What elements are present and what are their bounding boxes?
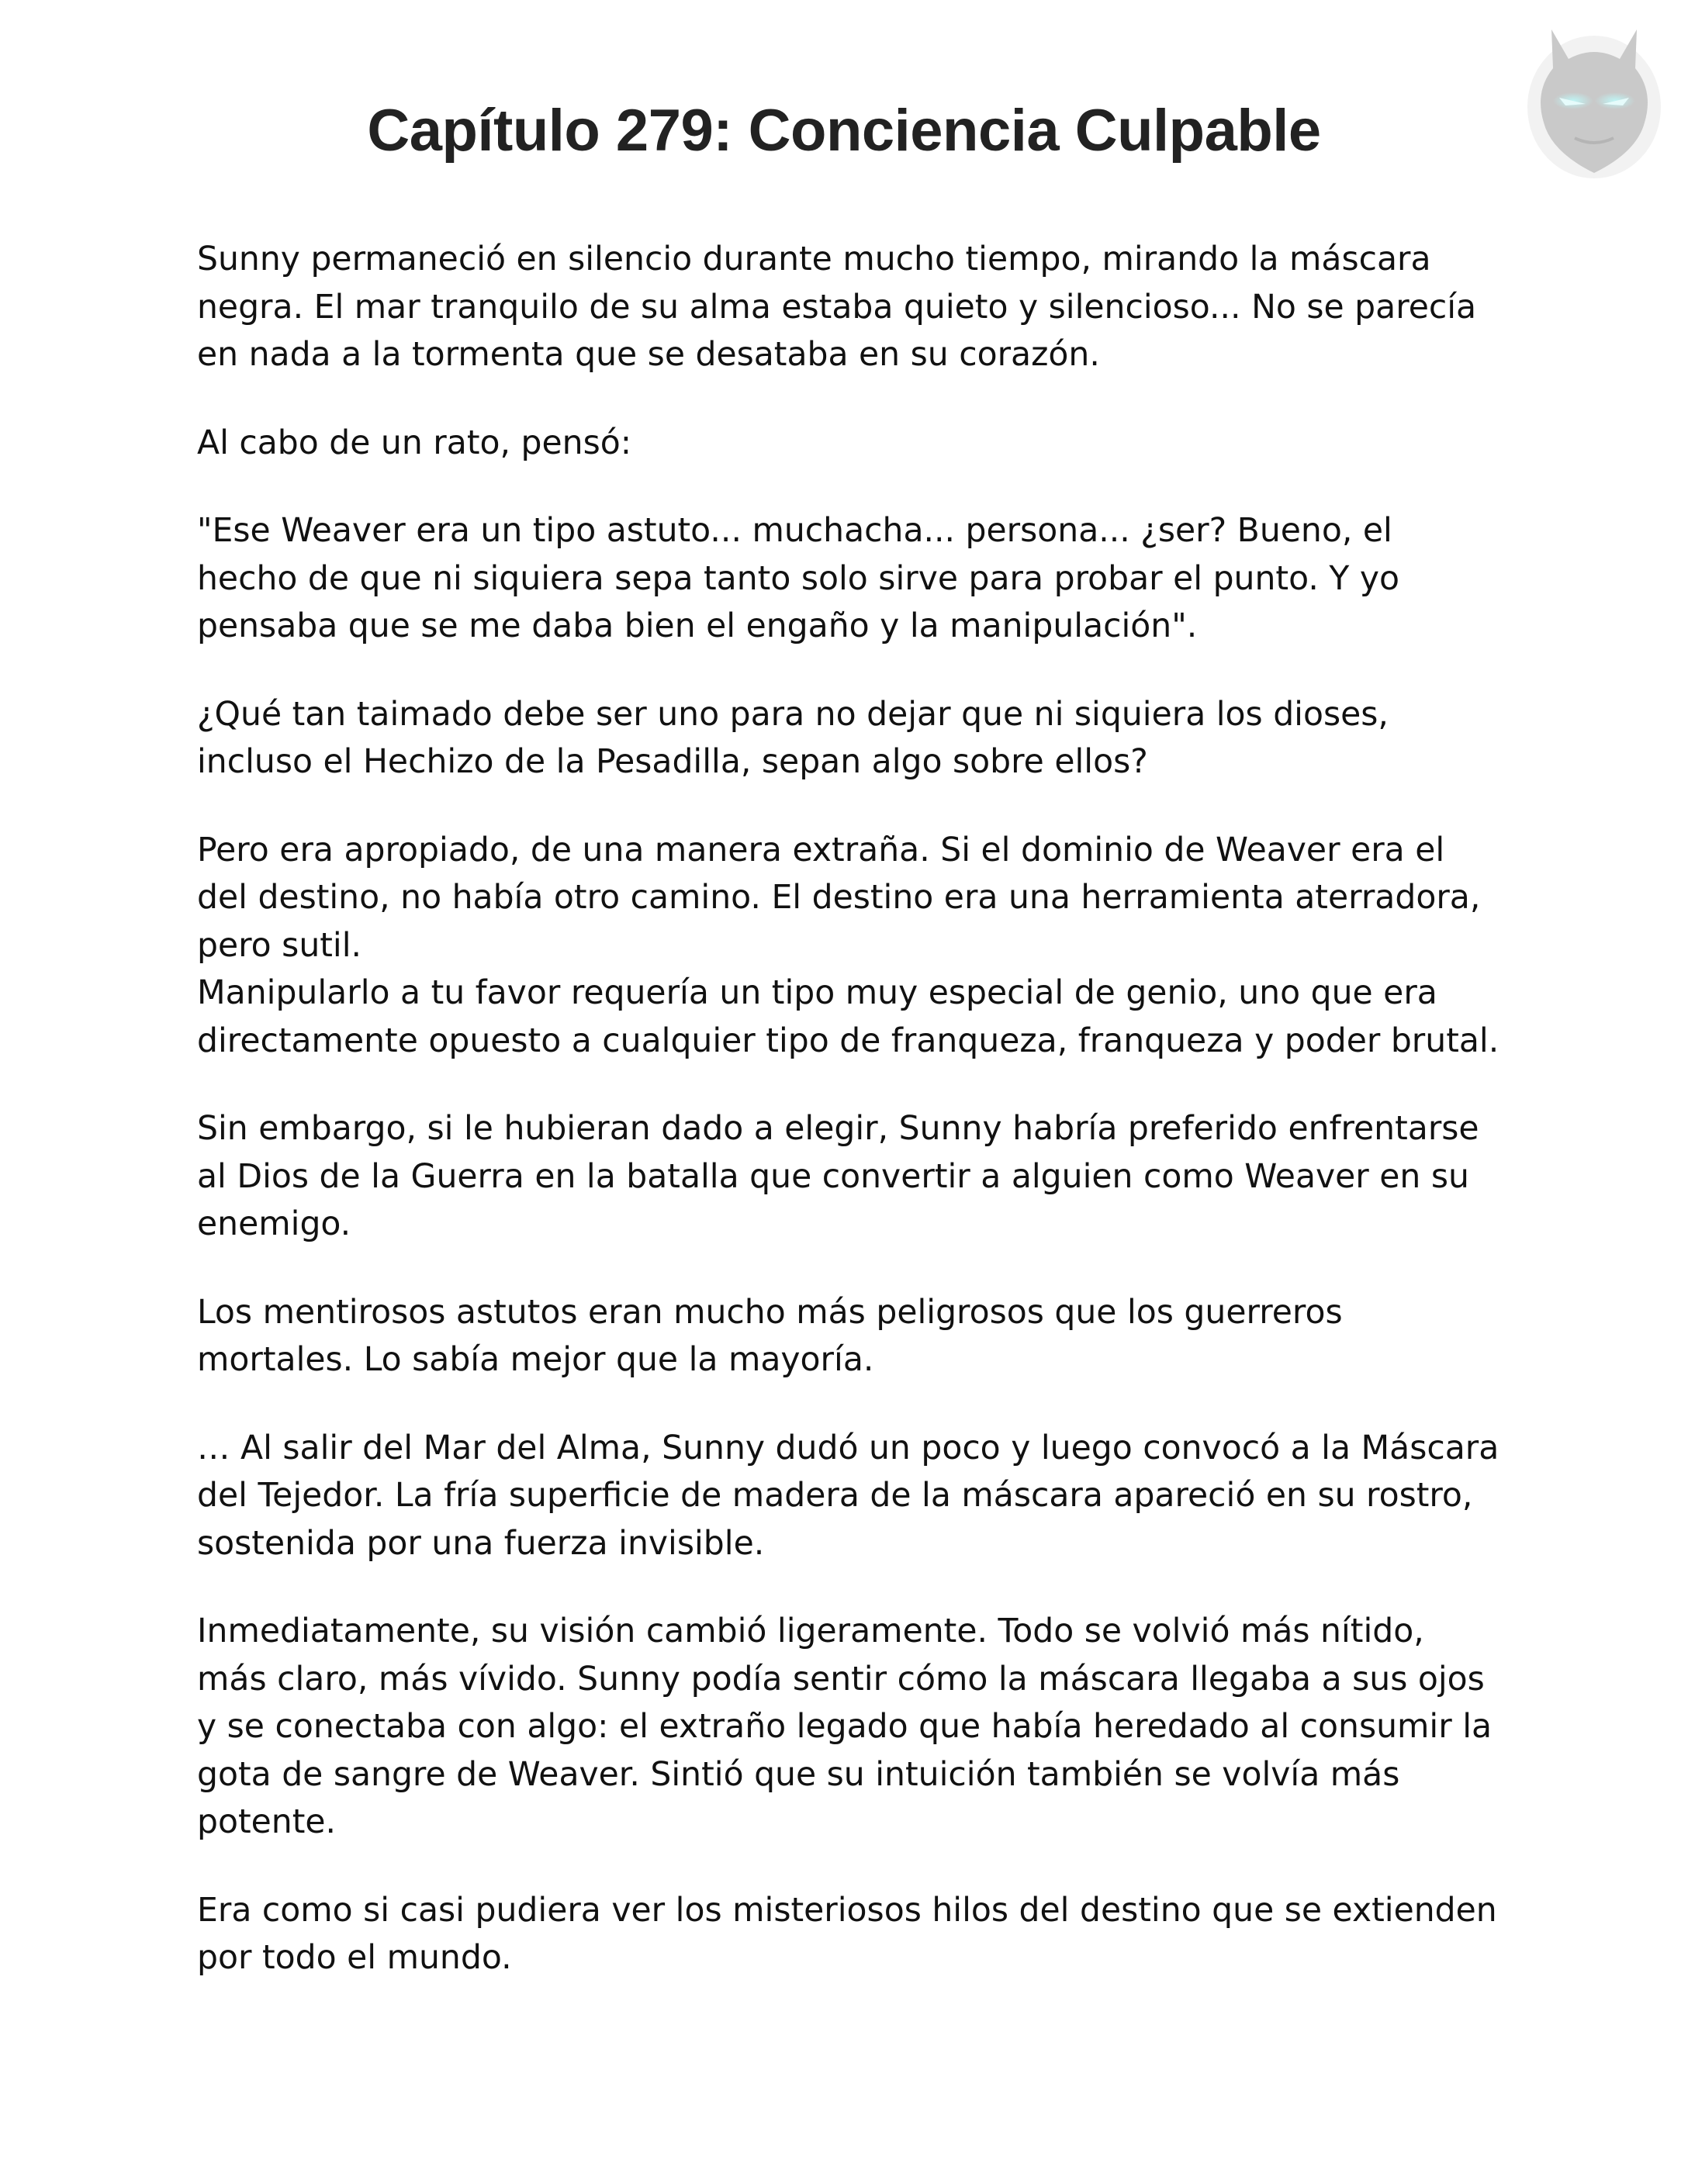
paragraph: Los mentirosos astutos eran mucho más peligrosos que los guerreros mortales. Lo sabía mejor que la mayoría. xyxy=(197,1293,1343,1379)
paragraph: ¿Qué tan taimado debe ser uno para no dejar que ni siquiera los dioses, incluso el Hechizo de la Pesadilla, sepan algo sobre ellos? xyxy=(197,695,1389,781)
chapter-body xyxy=(197,236,1500,2023)
paragraph: Inmediatamente, su visión cambió ligeramente. Todo se volvió más nítido, más claro, más vívido. Sunny podía sentir cómo la máscara llegaba a sus ojos y se conectaba con algo: el extraño legado que había heredado al consumir la gota de sangre de Weaver. Sintió que su intuición también se volvía más potente. xyxy=(197,1612,1493,1841)
paragraph: Pero era apropiado, de una manera extraña. Si el dominio de Weaver era el del destino, no había otro camino. El destino era una herramienta aterradora, pero sutil. Manipularlo a tu favor requería un tipo muy especial de genio, uno que era directamente opuesto a cualquier tipo de franqueza, franqueza y poder brutal. xyxy=(197,831,1499,1060)
paragraph: "Ese Weaver era un tipo astuto... muchacha... persona... ¿ser? Bueno, el hecho de que ni siquiera sepa tanto solo sirve para probar el punto. Y yo pensaba que se me daba bien el engaño y la manipulación". xyxy=(197,512,1399,645)
demon-mask-icon xyxy=(1520,14,1668,185)
paragraph: Al cabo de un rato, pensó: xyxy=(197,423,632,462)
paragraph: Sunny permaneció en silencio durante mucho tiempo, mirando la máscara negra. El mar tranquilo de su alma estaba quieto y silencioso... No se parecía en nada a la tormenta que se desataba en su corazón. xyxy=(197,240,1477,374)
paragraph: Era como si casi pudiera ver los misteriosos hilos del destino que se extienden por todo el mundo. xyxy=(197,1891,1497,1977)
paragraph: … Al salir del Mar del Alma, Sunny dudó un poco y luego convocó a la Máscara del Tejedor. La fría superficie de madera de la máscara apareció en su rostro, sostenida por una fuerza invisible. xyxy=(197,1429,1499,1563)
paragraph: Sin embargo, si le hubieran dado a elegir, Sunny habría preferido enfrentarse al Dios de la Guerra en la batalla que convertir a alguien como Weaver en su enemigo. xyxy=(197,1110,1479,1243)
chapter-title: Capítulo 279: Conciencia Culpable xyxy=(367,97,1321,164)
